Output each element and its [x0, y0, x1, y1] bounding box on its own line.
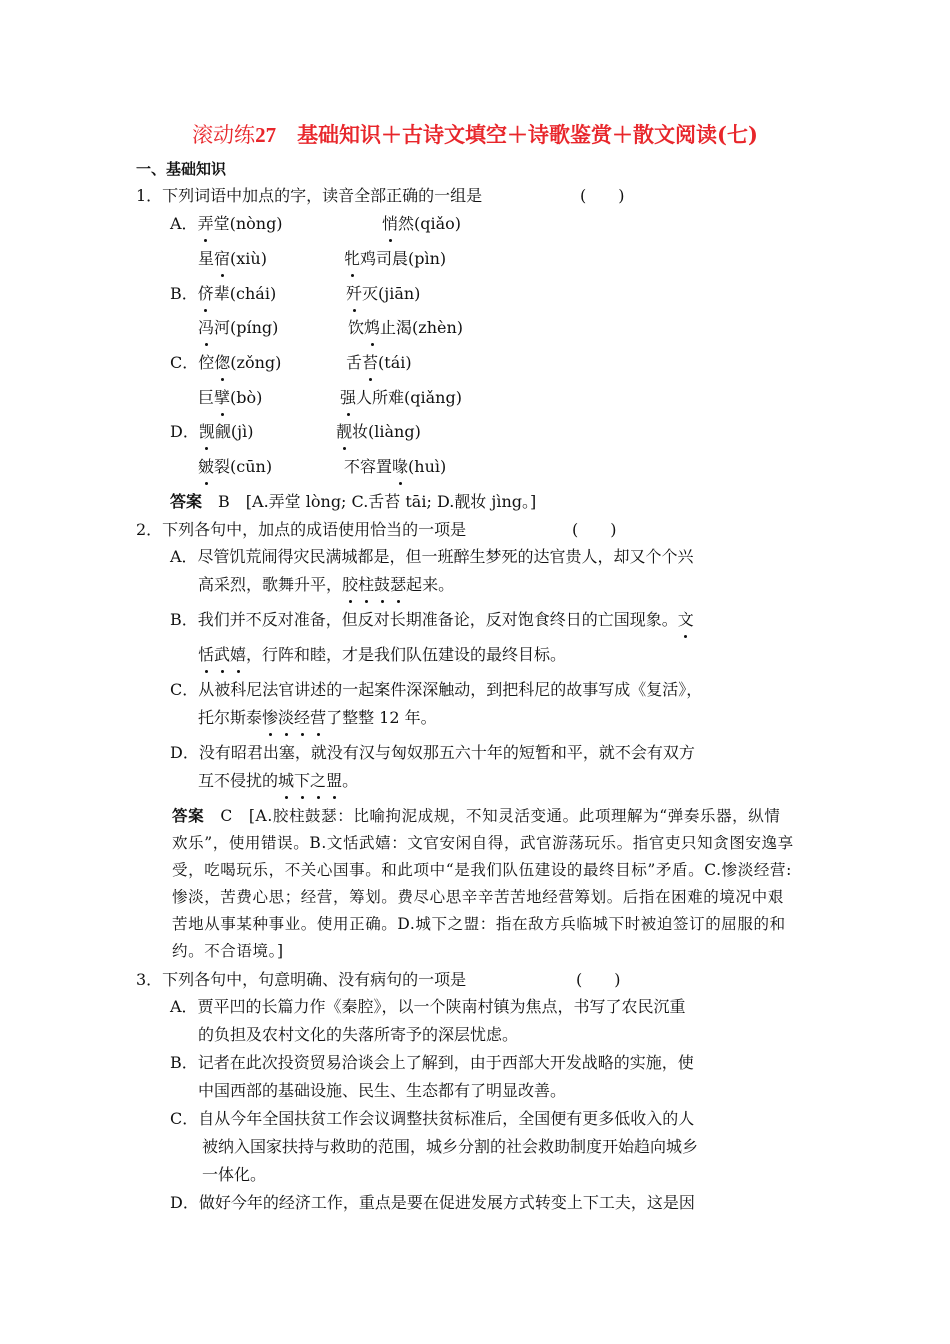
q2-answer-line4: 惨淡，苦费心思；经营，筹划。费尽心思辛辛苦苦地经营筹划。后指在困难的境况中艰: [172, 888, 784, 906]
q1-option-a: A．弄堂(nòng): [170, 214, 283, 233]
q1-option-d-word2: 靓妆(liàng): [336, 422, 421, 441]
q1-stem: 1．下列词语中加点的字，读音全部正确的一组是: [136, 186, 483, 205]
page-title: 滚动练27 基础知识＋古诗文填空＋诗歌鉴赏＋散文阅读(七): [192, 122, 758, 147]
q1-option-d-word4: 不容置喙(huì): [344, 457, 447, 476]
dotted-char: 柱: [358, 575, 375, 594]
q3-answer-blank: ( ): [576, 970, 621, 989]
dotted-char: 嬉: [230, 645, 247, 664]
q1-option-c: C．倥偬(zǒng): [170, 353, 282, 372]
q1-option-c-word3: 巨擘(bò): [198, 388, 263, 407]
dotted-idiom: [262, 708, 326, 727]
q2-answer-line2: 欢乐”，使用错误。B.文恬武嬉：文官安闲自得，武官游荡玩乐。指官吏只知贪图安逸享: [172, 834, 794, 852]
q2-option-d-line2: 互不侵扰的城下之盟。: [198, 771, 359, 790]
q2-option-b-line2: 恬武嬉，行阵和睦，才是我们队伍建设的最终目标。: [198, 645, 567, 664]
dotted-char: 鼓: [374, 575, 391, 594]
q2-answer-line5: 苦地从事某种事业。使用正确。D.城下之盟：指在敌方兵临城下时被迫签订的屈服的和: [172, 915, 786, 933]
q1-answer-blank: ( ): [580, 186, 625, 205]
q3-stem: 3．下列各句中，句意明确、没有病句的一项是: [136, 970, 467, 989]
dotted-char: 胶: [342, 575, 359, 594]
q1-answer: 答案 B [A.弄堂 lòng; C.舌苔 tāi; D.靓妆 jìng。]: [170, 492, 537, 511]
dotted-idiom: [342, 575, 406, 594]
dotted-char: 经: [294, 708, 311, 727]
q1-option-b: B．侪辈(chái): [170, 284, 277, 303]
title-rest: 基础知识＋古诗文填空＋诗歌鉴赏＋散文阅读(七): [297, 122, 758, 147]
dotted-char: 淡: [278, 708, 295, 727]
q2-option-a-line1: A．尽管饥荒闹得灾民满城都是，但一班醉生梦死的达官贵人，却又个个兴: [170, 547, 694, 566]
dotted-char: 文: [677, 610, 694, 629]
dotted-char: 盟: [326, 771, 343, 790]
q1-option-a-word2: 悄然(qiǎo): [382, 214, 462, 233]
q2-answer-line1: 答案 C [A.胶柱鼓瑟：比喻拘泥成规，不知灵活变通。此项理解为“弹奏乐器，纵情: [172, 807, 781, 825]
q2-option-d-line1: D．没有昭君出塞，就没有汉与匈奴那五六十年的短暂和平，就不会有双方: [170, 743, 695, 762]
dotted-char: 营: [310, 708, 327, 727]
q1-option-b-word4: 饮鸩止渴(zhèn): [348, 318, 464, 337]
q1-option-c-word4: 强人所难(qiǎng): [340, 388, 462, 407]
q2-answer-line6: 约。不合语境。]: [172, 942, 284, 960]
q2-option-b-line1: B．我们并不反对准备，但反对长期准备论，反对饱食终日的亡国现象。文: [170, 610, 694, 629]
section-heading: 一、基础知识: [136, 160, 227, 178]
dotted-char: 恬: [198, 645, 215, 664]
q3-option-c-line1: C．自从今年全国扶贫工作会议调整扶贫标准后，全国便有更多低收入的人: [170, 1109, 695, 1128]
q3-option-b-line2: 中国西部的基础设施、民生、生态都有了明显改善。: [198, 1081, 567, 1100]
dotted-char: 武: [214, 645, 231, 664]
q3-option-c-line3: 一体化。: [202, 1165, 267, 1184]
q1-option-b-word3: 冯河(píng): [198, 318, 279, 337]
q3-option-a-line1: A．贾平凹的长篇力作《秦腔》，以一个陕南村镇为焦点，书写了农民沉重: [170, 997, 686, 1016]
q2-option-c-line2: 托尔斯泰惨淡经营了整整 12 年。: [198, 708, 437, 727]
q3-option-b-line1: B．记者在此次投资贸易洽谈会上了解到，由于西部大开发战略的实施，使: [170, 1053, 694, 1072]
q2-option-a-line2: 高采烈，歌舞升平，胶柱鼓瑟起来。: [198, 575, 455, 594]
dotted-char: 城: [278, 771, 295, 790]
dotted-char: 下: [294, 771, 311, 790]
dotted-idiom: [198, 645, 246, 664]
q1-option-a-word4: 牝鸡司晨(pìn): [344, 249, 447, 268]
dotted-char: 瑟: [390, 575, 407, 594]
q1-option-d-word3: 皴裂(cūn): [198, 457, 273, 476]
q1-option-d: D．觊觎(jì): [170, 422, 254, 441]
q2-stem: 2．下列各句中，加点的成语使用恰当的一项是: [136, 520, 467, 539]
q1-option-c-word2: 舌苔(tái): [346, 353, 412, 372]
q3-option-a-line2: 的负担及农村文化的失落所寄予的深层忧虑。: [198, 1025, 519, 1044]
q1-option-a-word3: 星宿(xiù): [198, 249, 267, 268]
dotted-idiom: [278, 771, 342, 790]
q2-option-c-line1: C．从被科尼法官讲述的一起案件深深触动，到把科尼的故事写成《复活》，: [170, 680, 703, 699]
q3-option-d-line1: D．做好今年的经济工作，重点是要在促进发展方式转变上下工夫，这是因: [170, 1193, 695, 1212]
q1-option-b-word2: 歼灭(jiān): [346, 284, 421, 303]
dotted-idiom: [678, 610, 694, 629]
dotted-char: 惨: [262, 708, 279, 727]
q2-answer-line3: 受，吃喝玩乐，不关心国事。和此项中“是我们队伍建设的最终目标”矛盾。C.惨淡经营:: [172, 861, 792, 879]
q2-answer-blank: ( ): [572, 520, 617, 539]
q3-option-c-line2: 被纳入国家扶持与救助的范围，城乡分割的社会救助制度开始趋向城乡: [202, 1137, 699, 1156]
dotted-char: 之: [310, 771, 327, 790]
